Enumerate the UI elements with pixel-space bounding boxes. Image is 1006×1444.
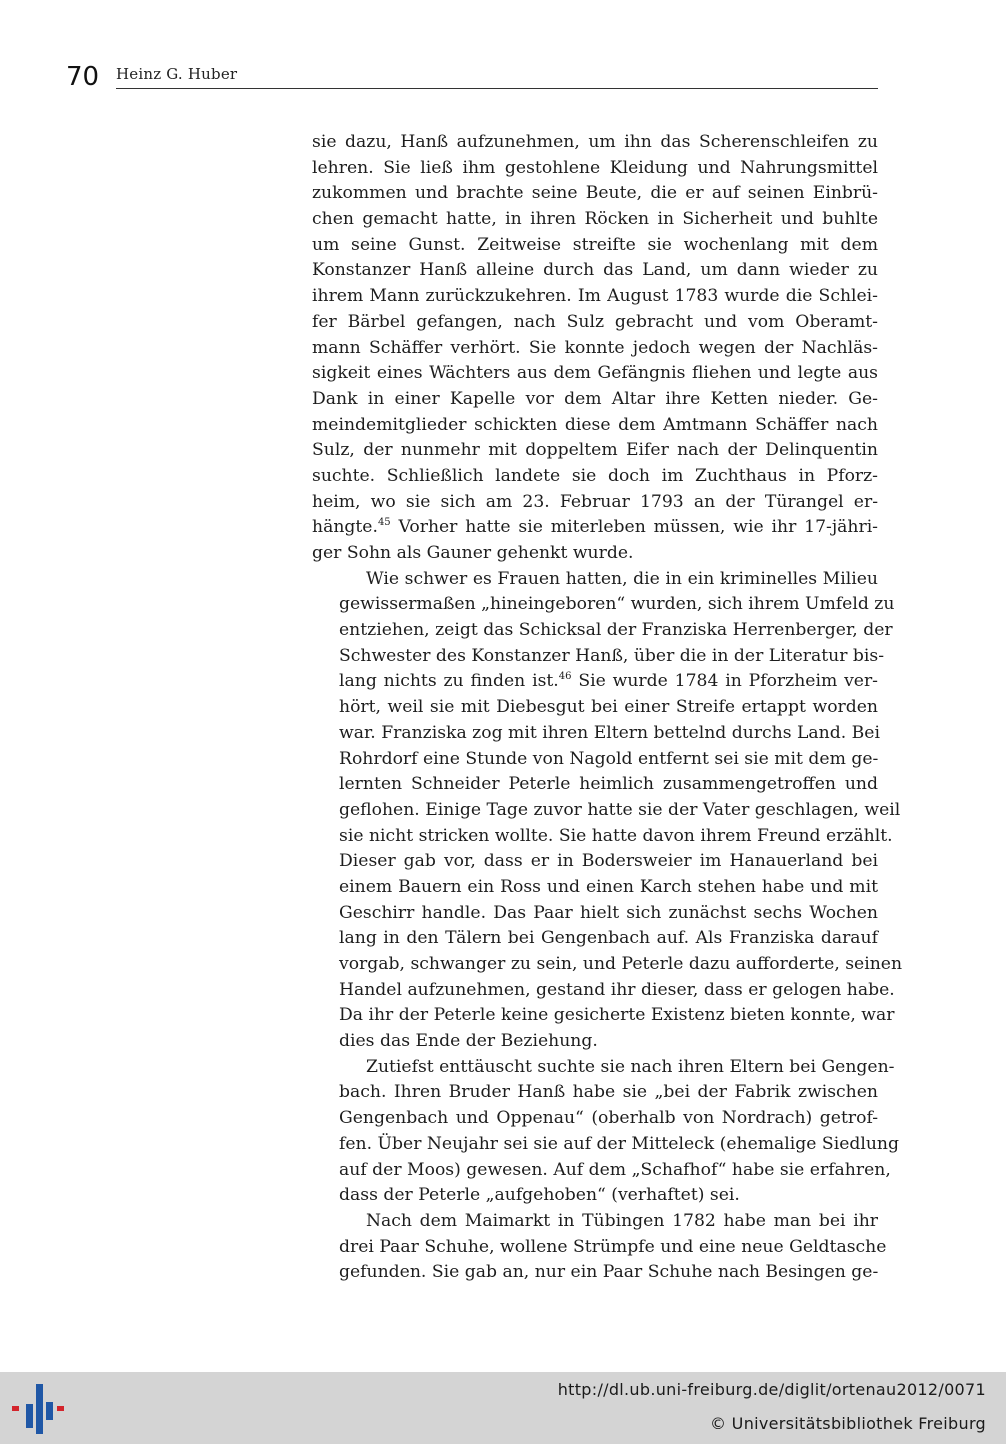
text-line: Da ihr der Peterle keine gesicherte Existenz bieten konnte, war: [339, 1005, 895, 1026]
text-line: um seine Gunst. Zeitweise streifte sie wochenlang mit dem: [312, 234, 878, 255]
text-line: ger Sohn als Gauner gehenkt wurde.: [312, 543, 634, 563]
text-line: bach. Ihren Bruder Hanß habe sie „bei der Fabrik zwischen: [339, 1082, 878, 1103]
text-line: Konstanzer Hanß alleine durch das Land, um dann wieder zu: [312, 260, 878, 281]
text-line: meindemitglieder schickten diese dem Amtmann Schäffer nach: [312, 414, 878, 435]
text-line: lang nichts zu finden ist.$^{46}$ Sie wurde 1784 in Pforzheim ver-: [339, 671, 878, 692]
footer-url-link[interactable]: http://dl.ub.uni-freiburg.de/diglit/ortenau2012/0071: [557, 1380, 986, 1399]
ub-freiburg-logo-icon: [12, 1384, 64, 1434]
text-line: vorgab, schwanger zu sein, und Peterle dazu aufforderte, seinen: [339, 954, 903, 974]
text-line: chen gemacht hatte, in ihren Röcken in Sicherheit und buhlte: [312, 209, 878, 230]
text-line: gewissermaßen „hineingeboren“ wurden, sich ihrem Umfeld zu: [339, 594, 895, 615]
text-line: gefunden. Sie gab an, nur ein Paar Schuhe nach Besingen ge-: [339, 1262, 879, 1283]
text-line: Dank in einer Kapelle vor dem Altar ihre Ketten nieder. Ge-: [312, 388, 878, 409]
text-line: Dieser gab vor, dass er in Bodersweier im Hanauerland bei: [339, 851, 878, 872]
text-line: zukommen und brachte seine Beute, die er auf seinen Einbrü-: [312, 183, 878, 204]
text-line: lernten Schneider Peterle heimlich zusammengetroffen und: [339, 774, 878, 795]
text-line: Wie schwer es Frauen hatten, die in ein kriminelles Milieu: [366, 568, 878, 589]
footer-bar: [0, 1372, 1006, 1444]
text-line: sie nicht stricken wollte. Sie hatte davon ihrem Freund erzählt.: [339, 825, 893, 846]
text-line: entziehen, zeigt das Schicksal der Franziska Herrenberger, der: [339, 620, 893, 641]
paragraph: [312, 1055, 900, 1209]
paragraph: [312, 567, 903, 1055]
header-rule: [116, 88, 878, 89]
text-line: Zutiefst enttäuscht suchte sie nach ihren Eltern bei Gengen-: [366, 1056, 895, 1077]
text-line: auf der Moos) gewesen. Auf dem „Schafhof“ habe sie erfahren,: [339, 1159, 891, 1180]
text-line: hört, weil sie mit Diebesgut bei einer Streife ertappt worden: [339, 697, 878, 718]
text-line: hängte.$^{45}$ Vorher hatte sie miterleben müssen, wie ihr 17-jähri-: [312, 517, 878, 538]
text-line: Rohrdorf eine Stunde von Nagold entfernt sei sie mit dem ge-: [339, 748, 879, 769]
text-line: fer Bärbel gefangen, nach Sulz gebracht und vom Oberamt-: [312, 311, 878, 332]
text-line: dass der Peterle „aufgehoben“ (verhaftet) sei.: [339, 1185, 740, 1206]
text-line: lehren. Sie ließ ihm gestohlene Kleidung und Nahrungsmittel: [312, 157, 878, 178]
text-line: sie dazu, Hanß aufzunehmen, um ihn das Scherenschleifen zu: [312, 132, 878, 152]
text-line: Handel aufzunehmen, gestand ihr dieser, dass er gelogen habe.: [339, 979, 895, 1000]
text-line: sigkeit eines Wächters aus dem Gefängnis fliehen und legte aus: [312, 363, 878, 384]
page-number: 70: [66, 62, 100, 92]
text-line: dies das Ende der Beziehung.: [339, 1031, 598, 1052]
text-line: fen. Über Neujahr sei sie auf der Mitteleck (ehemalige Siedlung: [339, 1133, 900, 1154]
text-line: lang in den Tälern bei Gengenbach auf. Als Franziska darauf: [339, 928, 878, 949]
running-head: [66, 62, 878, 92]
text-line: war. Franziska zog mit ihren Eltern bettelnd durchs Land. Bei: [339, 722, 880, 743]
text-line: geflohen. Einige Tage zuvor hatte sie der Vater geschlagen, weil: [339, 799, 901, 820]
text-line: ihrem Mann zurückzukehren. Im August 1783 wurde die Schlei-: [312, 286, 878, 307]
text-line: Schwester des Konstanzer Hanß, über die in der Literatur bis-: [339, 645, 885, 666]
paragraph: [312, 1209, 887, 1286]
text-line: mann Schäffer verhört. Sie konnte jedoch wegen der Nachläs-: [312, 337, 878, 358]
text-line: heim, wo sie sich am 23. Februar 1793 an der Türangel er-: [312, 491, 878, 512]
text-line: Gengenbach und Oppenau“ (oberhalb von Nordrach) getrof-: [339, 1108, 878, 1129]
text-line: Nach dem Maimarkt in Tübingen 1782 habe man bei ihr: [366, 1210, 878, 1231]
text-line: Sulz, der nunmehr mit doppeltem Eifer nach der Delinquentin: [312, 440, 878, 461]
text-line: einem Bauern ein Ross und einen Karch stehen habe und mit: [339, 876, 878, 897]
paragraph: [312, 130, 878, 567]
text-line: Geschirr handle. Das Paar hielt sich zunächst sechs Wochen: [339, 902, 878, 923]
text-line: drei Paar Schuhe, wollene Strümpfe und eine neue Geldtasche: [339, 1236, 887, 1257]
running-head-author: Heinz G. Huber: [116, 65, 238, 83]
body-text: [312, 130, 903, 1286]
text-line: suchte. Schließlich landete sie doch im Zuchthaus in Pforz-: [312, 465, 878, 486]
footnote-marker[interactable]: 45: [377, 517, 391, 529]
footnote-marker[interactable]: 46: [558, 671, 572, 683]
footer-copyright: © Universitätsbibliothek Freiburg: [710, 1414, 986, 1433]
